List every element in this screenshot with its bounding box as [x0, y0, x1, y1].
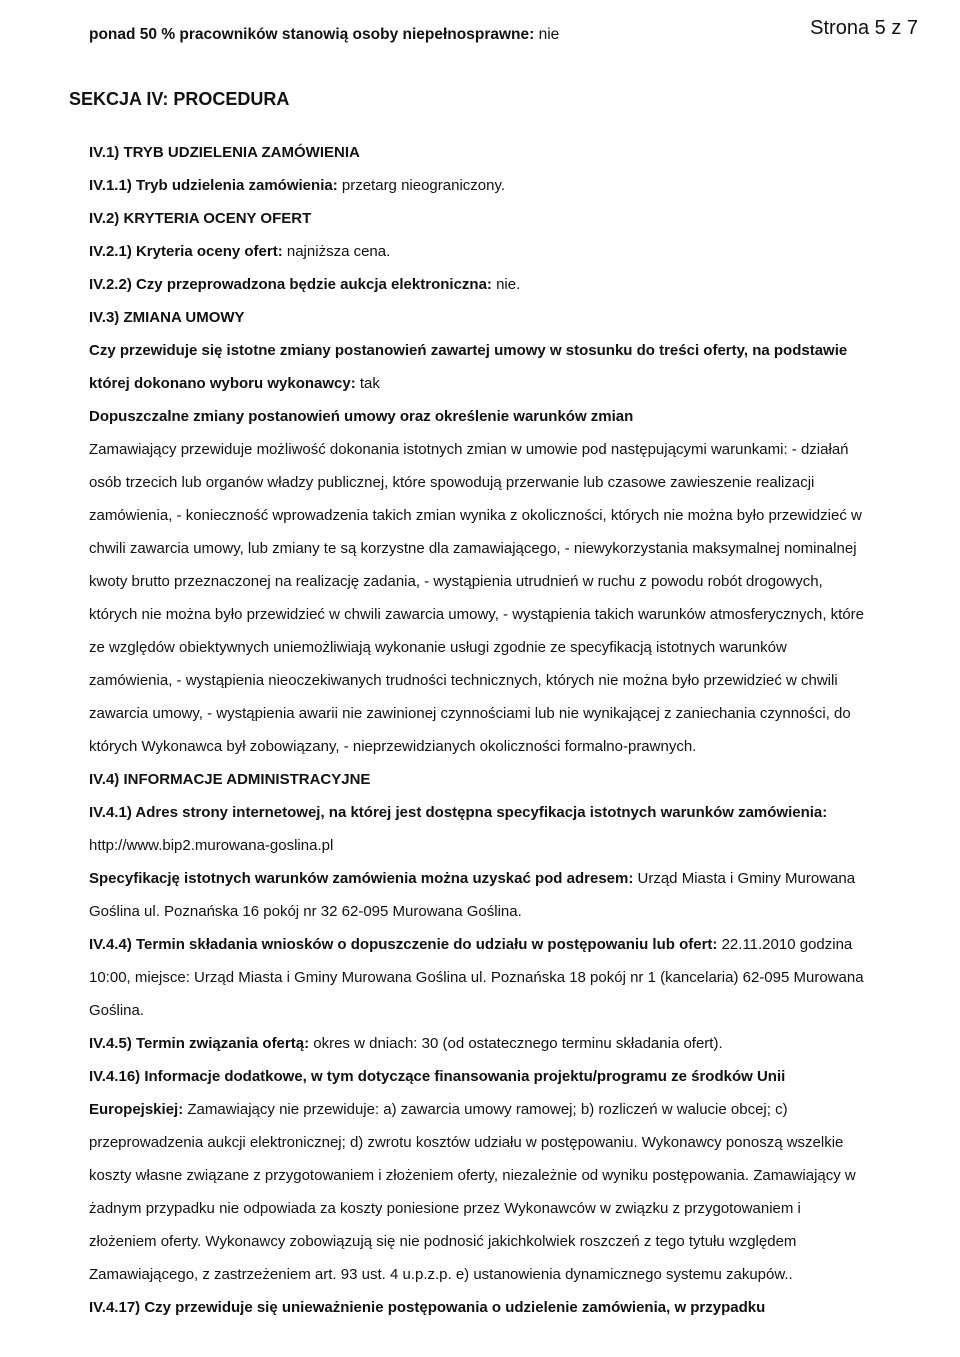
disabled-workers-line [89, 24, 559, 46]
iv2-criteria-label: IV.2.1) Kryteria oceny ofert: [89, 243, 283, 260]
iv4-binding-label: IV.4.5) Termin związania ofertą: [89, 1035, 310, 1052]
iv3-changes-line: kwoty brutto przeznaczonej na realizację zadania, - wystąpienia utrudnień w ruchu z powodu robót drogowych, [89, 573, 823, 590]
iv4-additional-label-1: IV.4.16) Informacje dodatkowe, w tym dotyczące finansowania projektu/programu ze środków Unii [89, 1068, 786, 1085]
iv4-binding [89, 1027, 929, 1060]
iv2-criteria [89, 235, 929, 268]
iv4-heading: IV.4) INFORMACJE ADMINISTRACYJNE [89, 771, 371, 788]
iv3-changes-line: osób trzecich lub organów władzy publicznej, które spowodują przerwanie lub czasowe zawieszenie realizacji [89, 474, 815, 491]
document-body [89, 136, 929, 1324]
iv3-changes-line: których nie można było przewidzieć w chwili zawarcia umowy, - wystąpienia takich warunków atmosferycznych, które [89, 606, 865, 623]
iv4-additional-line: Zamawiającego, z zastrzeżeniem art. 93 ust. 4 u.p.z.p. e) ustanowienia dynamicznego systemu zakupów.. [89, 1266, 793, 1283]
iv3-question-line-2 [89, 367, 929, 400]
iv3-heading: IV.3) ZMIANA UMOWY [89, 309, 245, 326]
iv3-changes-line: zawarcia umowy, - wystąpienia awarii nie zawinionej czynnościami lub nie wynikającej z zaniechania czynności, do [89, 705, 851, 722]
iv1-mode [89, 169, 929, 202]
iv4-deadline-line-1 [89, 928, 929, 961]
iv4-cancel-label: IV.4.17) Czy przewiduje się unieważnienie postępowania o udzielenie zamówienia, w przypadku [89, 1299, 766, 1316]
iv4-spec-line-2: Goślina ul. Poznańska 16 pokój nr 32 62-095 Murowana Goślina. [89, 903, 522, 920]
iv1-mode-label: IV.1.1) Tryb udzielenia zamówienia: [89, 177, 338, 194]
iv1-heading: IV.1) TRYB UDZIELENIA ZAMÓWIENIA [89, 144, 360, 161]
iv3-changes-line: zamówienia, - wystąpienia nieoczekiwanych trudności technicznych, których nie można było przewidzieć w chwili [89, 672, 838, 689]
iv1-mode-value: przetarg nieograniczony. [341, 177, 506, 194]
iv4-additional-line: złożeniem oferty. Wykonawcy zobowiązują się nie podnosić jakichkolwiek roszczeń z tego tytułu względem [89, 1233, 797, 1250]
iv3-question-line-1: Czy przewiduje się istotne zmiany postanowień zawartej umowy w stosunku do treści oferty, na podstawie [89, 342, 848, 359]
iv4-additional-line: żadnym przypadku nie odpowiada za koszty poniesione przez Wykonawców w związku z przygotowaniem i [89, 1200, 801, 1217]
iv2-auction-label: IV.2.2) Czy przeprowadzona będzie aukcja elektroniczna: [89, 276, 492, 293]
section-title: SEKCJA IV: PROCEDURA [69, 89, 290, 109]
iv4-additional-line: koszty własne związane z przygotowaniem i złożeniem oferty, niezależnie od wyniku postępowania. Zamawiający w [89, 1167, 856, 1184]
iv4-deadline-label: IV.4.4) Termin składania wniosków o dopuszczenie do udziału w postępowaniu lub ofert: [89, 936, 718, 953]
iv4-additional-value: Zamawiający nie przewiduje: a) zawarcia umowy ramowej; b) rozliczeń w walucie obcej; c) [187, 1101, 788, 1118]
iv3-changes-line: zamówienia, - konieczność wprowadzenia takich zmian wynika z okoliczności, których nie można było przewidzieć w [89, 507, 862, 524]
iv2-auction-value: nie. [496, 276, 521, 293]
iv4-additional-line: przeprowadzenia aukcji elektronicznej; d) zwrotu kosztów udziału w postępowaniu. Wykonawcy ponoszą wszelkie [89, 1134, 844, 1151]
iv2-criteria-value: najniższa cena. [286, 243, 391, 260]
iv2-heading: IV.2) KRYTERIA OCENY OFERT [89, 210, 312, 227]
iv3-question-value: tak [359, 375, 380, 392]
iv4-spec-line-1 [89, 862, 929, 895]
iv3-changes-line: chwili zawarcia umowy, lub zmiany te są korzystne dla zamawiającego, - niewykorzystania maksymalnej nominalnej [89, 540, 857, 557]
iv2-auction [89, 268, 929, 301]
iv4-deadline-line-2: 10:00, miejsce: Urząd Miasta i Gminy Murowana Goślina ul. Poznańska 18 pokój nr 1 (kancelaria) 62-095 Murowana [89, 969, 864, 986]
iv4-additional-label-2: Europejskiej: [89, 1101, 184, 1118]
page-number: Strona 5 z 7 [810, 17, 918, 39]
iv3-changes-line: których Wykonawca był zobowiązany, - nieprzewidzianych okoliczności formalno-prawnych. [89, 738, 697, 755]
iv4-spec-value: Urząd Miasta i Gminy Murowana [637, 870, 856, 887]
iv3-question-label: której dokonano wyboru wykonawcy: [89, 375, 356, 392]
iv4-website-label: IV.4.1) Adres strony internetowej, na której jest dostępna specyfikacja istotnych warunków zamówienia: [89, 804, 828, 821]
iv4-website-url[interactable]: http://www.bip2.murowana-goslina.pl [89, 837, 334, 854]
iv4-binding-value: okres w dniach: 30 (od ostatecznego terminu składania ofert). [313, 1035, 723, 1052]
iv3-changes-line: ze względów obiektywnych uniemożliwiają wykonanie usługi zgodnie ze specyfikacją istotnych warunków [89, 639, 787, 656]
iv4-spec-label: Specyfikację istotnych warunków zamówienia można uzyskać pod adresem: [89, 870, 634, 887]
disabled-workers-label: ponad 50 % pracowników stanowią osoby niepełnosprawne: [89, 26, 535, 43]
iv4-additional-line-first [89, 1093, 929, 1126]
iv4-deadline-line-3: Goślina. [89, 1002, 145, 1019]
iv3-changes-heading: Dopuszczalne zmiany postanowień umowy oraz określenie warunków zmian [89, 408, 634, 425]
iv4-deadline-value: 22.11.2010 godzina [721, 936, 853, 953]
iv3-changes-line: Zamawiający przewiduje możliwość dokonania istotnych zmian w umowie pod następującymi warunkami: - działań [89, 441, 849, 458]
disabled-workers-value: nie [538, 26, 560, 43]
